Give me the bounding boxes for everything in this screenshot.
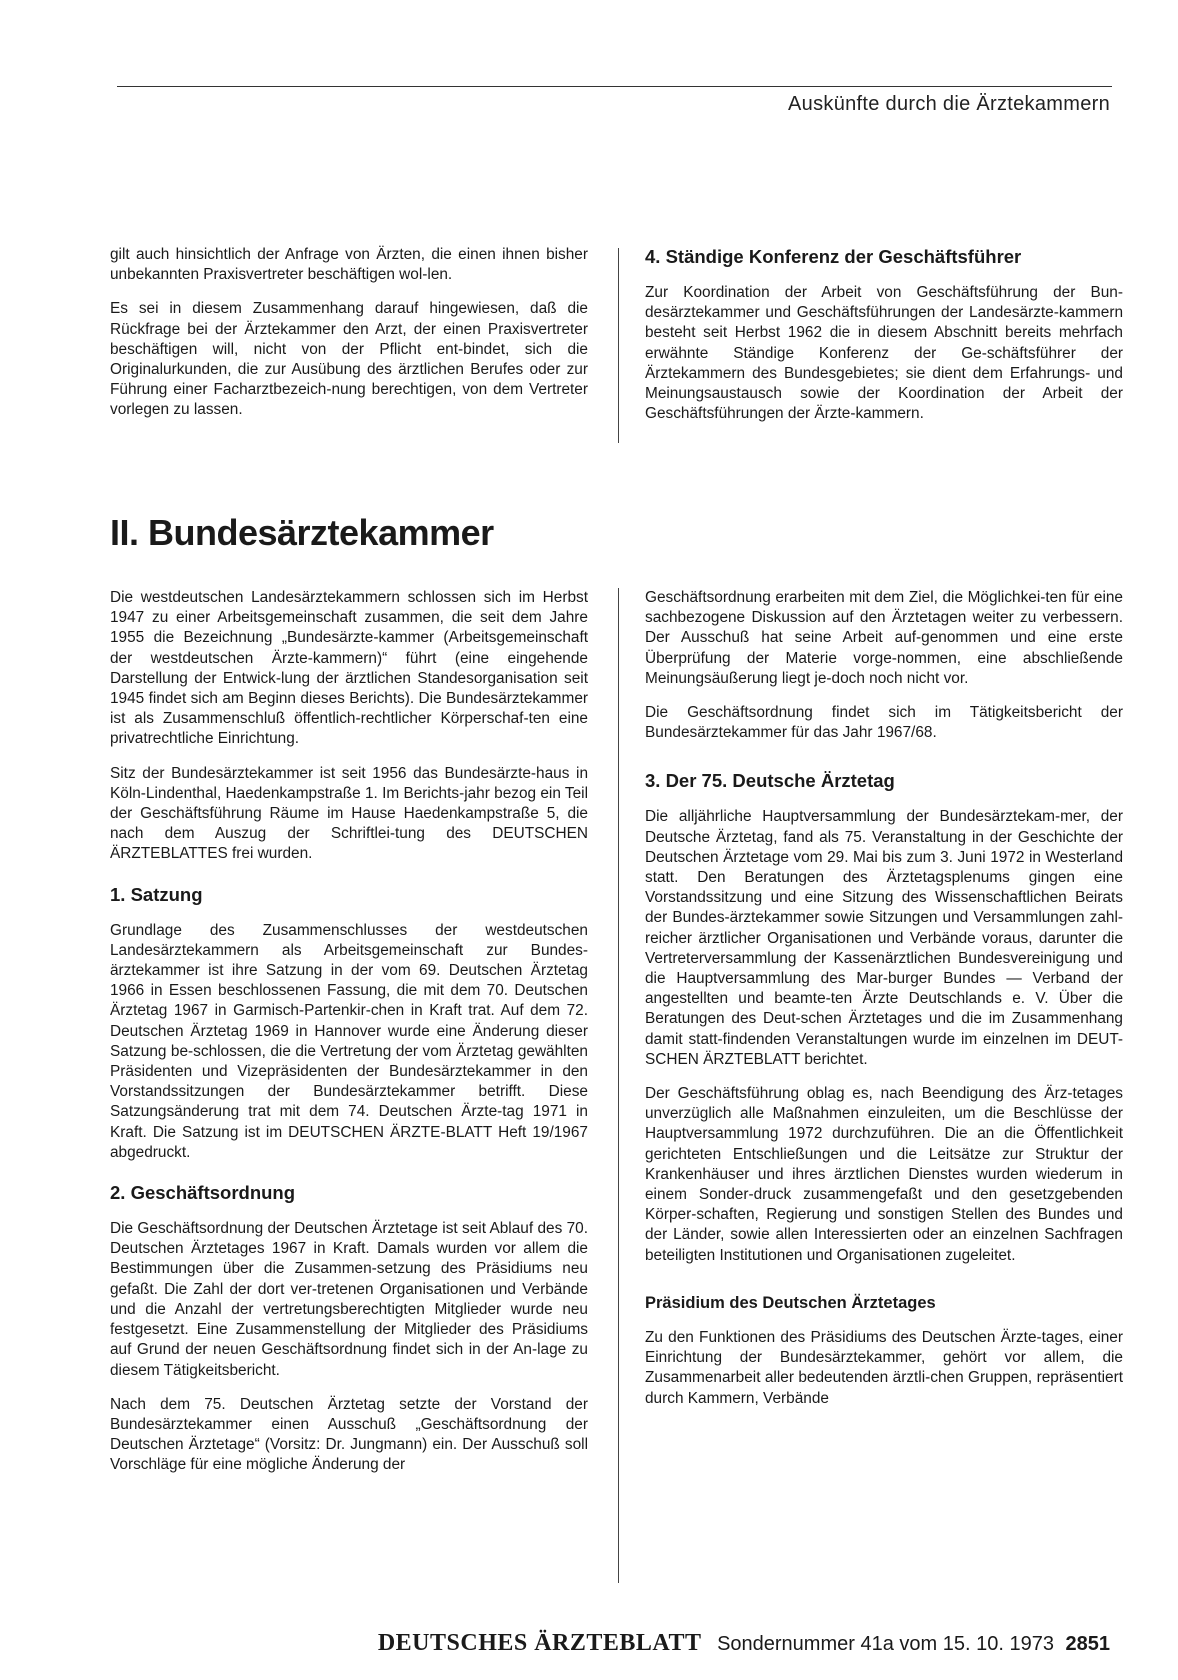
subsection-heading: Präsidium des Deutschen Ärztetages xyxy=(645,1293,936,1312)
top-right-column xyxy=(645,245,1123,438)
paragraph: Die westdeutschen Landesärztekammern schlossen sich im Herbst 1947 zu einer Arbeitsgemeinschaft zusammen, die seit dem Jahre 1955 die Bezeichnung „Bundesärzte-kammer (Arbeitsgemeinschaft der westdeutschen Ärzte-kammern)“ führt (eine eingehende Darstellung der Entwick-lung der ärztlichen Standesorganisation seit 1945 findet sich am Beginn dieses Berichts). Die Bundesärztekammer ist als Zusammenschluß öffentlich-rechtlicher Körperschaf-ten eine privatrechtliche Einrichtung. xyxy=(110,589,588,748)
paragraph: Die Geschäftsordnung der Deutschen Ärztetage ist seit Ablauf des 70. Deutschen Ärztetages 1967 in Kraft. Damals wurden vor allem die Bestimmungen über die Zusammen-setzung des Präsidiums neu gefaßt. Die Zahl der dort ver-tretenen Organisationen und Verbände und die Anzahl der vertretungsberechtigten Mitglieder wurde neu festgesetzt. Eine Zusammenstellung der Mitglieder des Präsidiums auf Grund der neuen Geschäftsordnung findet sich in der An-lage zu diesem Tätigkeitsbericht. xyxy=(110,1220,588,1379)
section-heading: 2. Geschäftsordnung xyxy=(110,1182,296,1204)
paragraph: gilt auch hinsichtlich der Anfrage von Ärzten, die einen ihnen bisher unbekannten Praxisvertreter beschäftigen wol-len. xyxy=(110,246,588,284)
section-heading: 3. Der 75. Deutsche Ärztetag xyxy=(645,770,895,792)
column-divider xyxy=(618,248,619,443)
paragraph: Geschäftsordnung erarbeiten mit dem Ziel, die Möglichkei-ten für eine sachbezogene Diskussion auf den Ärztetagen weiter zu verbessern. Der Ausschuß hat seine Arbeit auf-genommen und eine erste Überprüfung der Materie vorge-nommen, eine abschließende Meinungsäußerung liegt je-doch noch nicht vor. xyxy=(645,589,1123,687)
paragraph: Es sei in diesem Zusammenhang darauf hingewiesen, daß die Rückfrage bei der Ärztekammer den Arzt, der einen Praxisvertreter beschäftigen will, nicht von der Pflicht ent-bindet, sich die Originalurkunden, die zur Ausübung des ärztlichen Berufes oder zur Führung einer Facharztbezeich-nung berechtigen, von dem Vertreter vorlegen zu lassen. xyxy=(110,300,588,419)
paragraph: Sitz der Bundesärztekammer ist seit 1956 das Bundesärzte-haus in Köln-Lindenthal, Haedenkampstraße 1. Im Berichts-jahr bezog ein Teil der Geschäftsführung Räume im Hause Haedenkampstraße 5, die nach dem Auszug der Schriftlei-tung des DEUTSCHEN ÄRZTEBLATTES frei wurden. xyxy=(110,764,588,863)
column-divider xyxy=(618,588,619,1583)
page-number: 2851 xyxy=(1065,1633,1110,1655)
chapter-title: II. Bundesärztekammer xyxy=(110,512,494,553)
paragraph: Grundlage des Zusammenschlusses der westdeutschen Landesärztekammern als Arbeitsgemeinschaft zur Bundes-ärztekammer ist ihre Satzung in der vom 69. Deutschen Ärztetag 1966 in Essen beschlossenen Fassung, die mit dem 70. Deutschen Ärztetag 1967 in Garmisch-Partenkir-chen in Kraft trat. Auf dem 72. Deutschen Ärztetag 1969 in Hannover wurde eine Änderung dieser Satzung be-schlossen, die die Vertretung der vom Ärztetag gewählten Präsidenten und Vizepräsidenten der Bundesärztekammer in den Vorstandssitzungen der Bundesärztekammer betrifft. Diese Satzungsänderung trat mit dem 74. Deutschen Ärzte-tag 1971 in Kraft. Die Satzung ist im DEUTSCHEN ÄRZTE-BLATT Heft 19/1967 abgedruckt. xyxy=(110,921,588,1161)
paragraph: Zu den Funktionen des Präsidiums des Deutschen Ärzte-tages, einer Einrichtung der Bundesärztekammer, gehört vor allem, die Zusammenarbeit aller bedeutenden ärztli-chen Gruppen, repräsentiert durch Kammern, Verbände xyxy=(645,1328,1123,1407)
section-heading: 1. Satzung xyxy=(110,883,203,905)
paragraph: Der Geschäftsführung oblag es, nach Beendigung des Ärz-tetages unverzüglich alle Maßnahmen einzuleiten, um die Beschlüsse der Hauptversammlung 1972 durchzuführen. Die an die Öffentlichkeit gerichteten Entschließungen und die Leitsätze zur Struktur der Krankenhäuser und ihres ärztlichen Dienstes wurden wiederum in einem Sonder-druck zusammengefaßt und den gesetzgebenden Körper-schaften, Regierung und sonstigen Stellen des Bundes und der Länder, sowie allen Interessierten oder an einzelnen Sachfragen beteiligten Institutionen und Organisationen zugeleitet. xyxy=(645,1085,1123,1264)
journal-name: DEUTSCHES ÄRZTEBLATT xyxy=(377,1630,702,1656)
section-heading: 4. Ständige Konferenz der Geschäftsführer xyxy=(645,246,1022,267)
paragraph: Nach dem 75. Deutschen Ärztetag setzte der Vorstand der Bundesärztekammer einen Ausschuß „Geschäftsordnung der Deutschen Ärztetage“ (Vorsitz: Dr. Jungmann) ein. Der Ausschuß soll Vorschläge für eine mögliche Änderung der xyxy=(110,1395,588,1474)
left-column xyxy=(110,588,588,1490)
issue-info: Sondernummer 41a vom 15. 10. 1973 xyxy=(717,1633,1054,1655)
paragraph: Zur Koordination der Arbeit von Geschäftsführung der Bun-desärztekammer und Geschäftsführungen der Landesärzte-kammern besteht seit Herbst 1962 die in diesem Abschnitt bereits mehrfach erwähnte Ständige Konferenz der Ge-schäftsführer der Ärztekammern des Bundesgebietes; sie dient dem Erfahrungs- und Meinungsaustausch sowie der Koordination der Arbeit der Geschäftsführungen der Ärzte-kammern. xyxy=(645,284,1123,423)
right-column xyxy=(645,588,1123,1423)
top-left-column xyxy=(110,245,588,435)
header-rule xyxy=(117,86,1112,87)
paragraph: Die alljährliche Hauptversammlung der Bundesärztekam-mer, der Deutsche Ärztetag, fand als 75. Veranstaltung in der Geschichte der Deutschen Ärztetage vom 29. Mai bis zum 3. Juni 1972 in Westerland statt. Den Beratungen des Ärztetagsplenums gingen eine Vorstandssitzung und eine Sitzung des Wissenschaftlichen Beirats der Bundes-ärztekammer sowie Sitzungen und Versammlungen zahl-reicher ärztlicher Organisationen und Verbände voraus, darunter die Vertreterversammlung der Kassenärztlichen Bundesvereinigung und die Hauptversammlung des Mar-burger Bundes — Verband der angestellten und beamte-ten Ärzte Deutschlands e. V. Über die Beratungen des Deut-schen Ärztetages und die im Zusammenhang damit statt-findenden Veranstaltungen wurde im einzelnen im DEUT-SCHEN ÄRZTEBLATT berichtet. xyxy=(645,808,1123,1068)
running-title: Auskünfte durch die Ärztekammern xyxy=(788,93,1110,115)
page-footer xyxy=(378,1630,1110,1657)
paragraph: Die Geschäftsordnung findet sich im Tätigkeitsbericht der Bundesärztekammer für das Jahr 1967/68. xyxy=(645,704,1123,742)
